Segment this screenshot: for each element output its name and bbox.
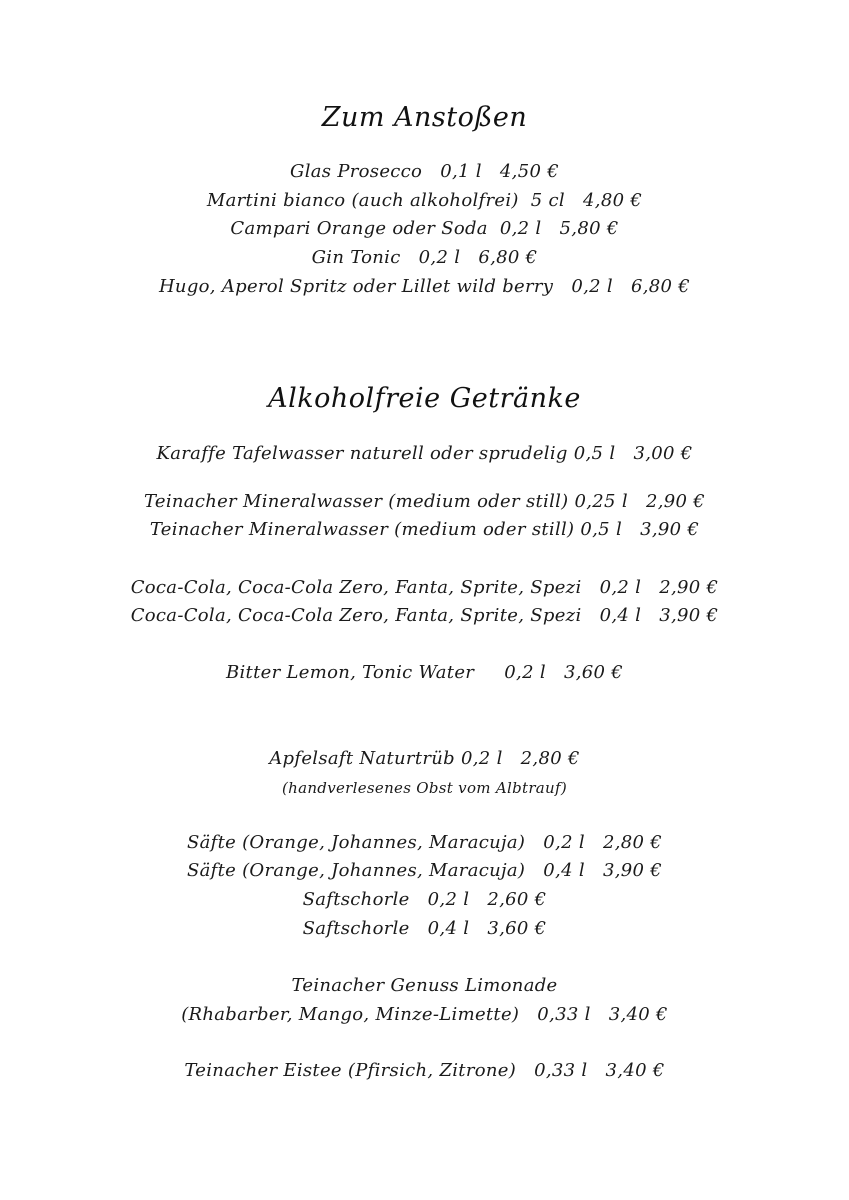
menu-item: Saftschorle 0,4 l 3,60 € [302, 918, 547, 939]
section-title-anstossen: Zum Anstoßen [321, 102, 528, 133]
menu-item: Campari Orange oder Soda 0,2 l 5,80 € [230, 218, 619, 239]
menu-item: Teinacher Genuss Limonade [291, 975, 558, 996]
menu-item: (Rhabarber, Mango, Minze-Limette) 0,33 l 3,40 € [181, 1004, 668, 1025]
menu-item: Hugo, Aperol Spritz oder Lillet wild berry 0,2 l 6,80 € [158, 276, 691, 297]
menu-item: Säfte (Orange, Johannes, Maracuja) 0,2 l 2,80 € [186, 832, 663, 853]
menu-item-note: (handverlesenes Obst vom Albtrauf) [281, 779, 568, 797]
menu-item: Coca-Cola, Coca-Cola Zero, Fanta, Sprite, Spezi 0,4 l 3,90 € [130, 605, 719, 626]
menu-item: Teinacher Eistee (Pfirsich, Zitrone) 0,33 l 3,40 € [184, 1060, 665, 1081]
menu-item: Glas Prosecco 0,1 l 4,50 € [290, 161, 559, 182]
menu-item: Apfelsaft Naturtrüb 0,2 l 2,80 € [269, 748, 580, 769]
menu-item: Gin Tonic 0,2 l 6,80 € [311, 247, 538, 268]
menu-item: Teinacher Mineralwasser (medium oder still) 0,25 l 2,90 € [143, 491, 705, 512]
menu-item: Bitter Lemon, Tonic Water 0,2 l 3,60 € [225, 662, 624, 683]
menu-item: Säfte (Orange, Johannes, Maracuja) 0,4 l 3,90 € [186, 860, 663, 881]
section-title-alkoholfrei: Alkoholfreie Getränke [268, 383, 581, 414]
menu-item: Saftschorle 0,2 l 2,60 € [302, 889, 547, 910]
menu-item: Martini bianco (auch alkoholfrei) 5 cl 4,80 € [206, 190, 643, 211]
menu-item: Coca-Cola, Coca-Cola Zero, Fanta, Sprite, Spezi 0,2 l 2,90 € [130, 577, 719, 598]
menu-item: Teinacher Mineralwasser (medium oder still) 0,5 l 3,90 € [149, 519, 700, 540]
menu-item: Karaffe Tafelwasser naturell oder sprudelig 0,5 l 3,00 € [156, 443, 693, 464]
